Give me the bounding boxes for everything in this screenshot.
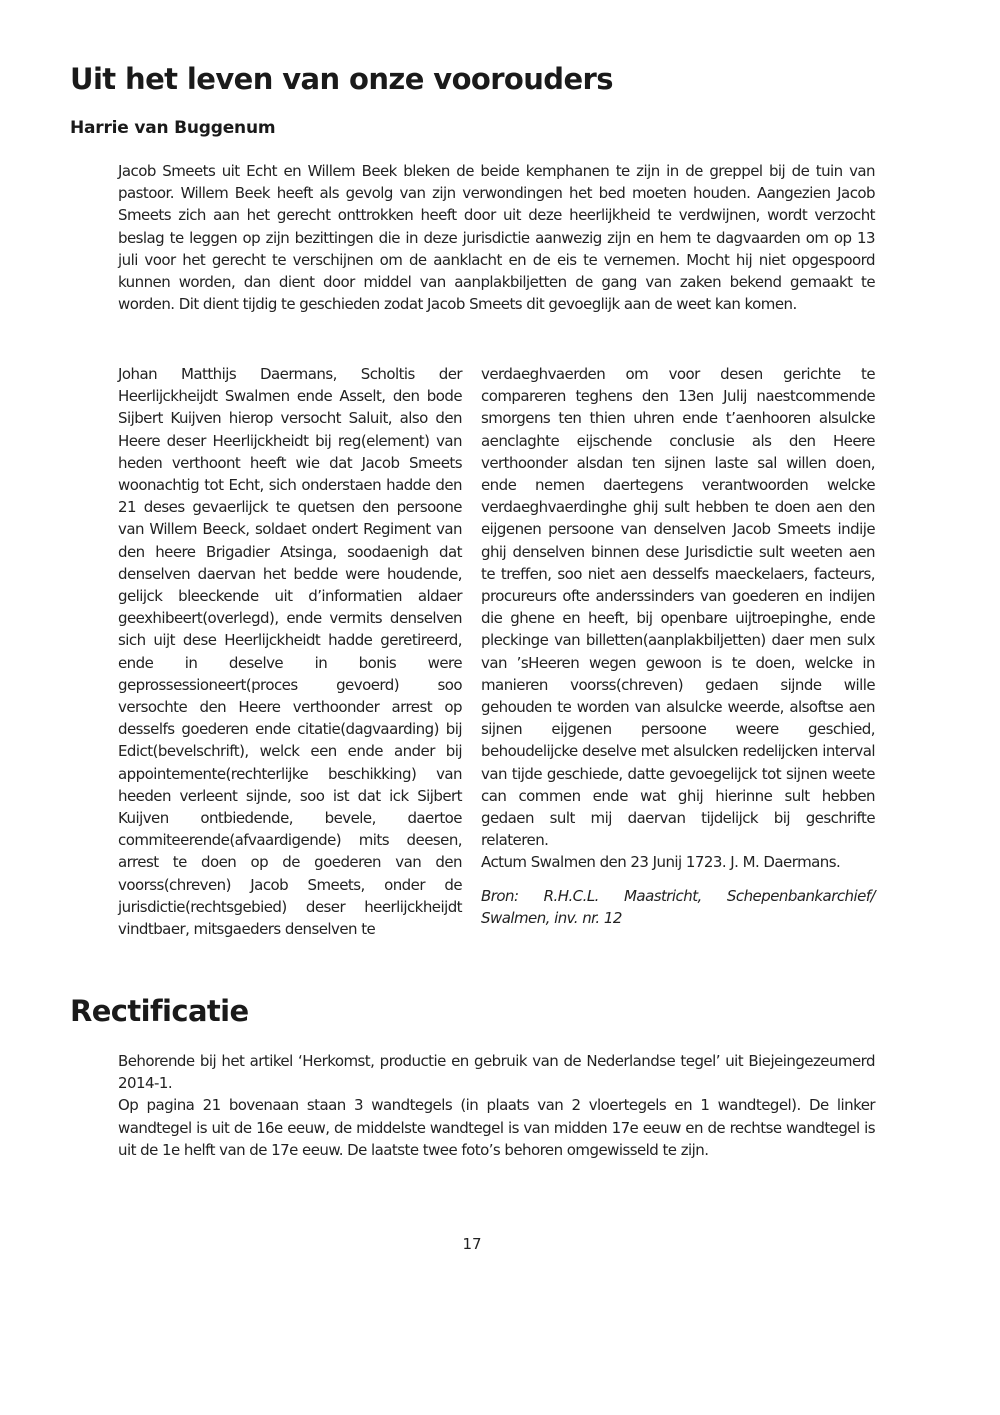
archive-text-right: verdaeghvaerden om voor desen gerichte te compareren teghens den 13en Julij naestcommende smorgens ten thien uhren ende t’aenhooren alsulcke aenclaghte eijschende conclusie als den Heere verthoonder alsdan ten sijnen laste sal willen doen, ende nemen daertegens verantwoorden welcke verdaeghvaerdinghe ghij sult hebben te doen aen den eijgenen persoone van denselven Jacob Smeets indije ghij denselven binnen dese Jurisdictie sult weeten aen te treffen, soo niet aen desselfs maeckelaers, facteurs, procureurs ofte anderssinders van goederen en indijen die ghene en heeft, bij openbare uijtroepinghe, ende pleckinge van billetten(aanplakbiljetten) daer men sulx van ’sHeeren wegen gewoon is te doen, welcke in manieren voorss(chreven) gedaen sijnde wille gehouden te worden van alsulcke weerde, alsoftse aen sijnen eijgenen persoone weere geschied, behoudelijcke deselve met alsulcken redelijcken interval van tijde geschiede, datte gevoegelijck tot sijnen weete can commen ende wat ghij hierinne sult hebben gedaen sult mij daervan tijdelijck bij geschrifte relateren. bbox=[481, 365, 875, 850]
source-citation: Bron: R.H.C.L. Maastricht, Schepenbankarchief/ Swalmen, inv. nr. 12 bbox=[481, 886, 875, 927]
rectificatie-paragraph-2: Op pagina 21 bovenaan staan 3 wandtegels (in plaats van 2 vloertegels en 1 wandtegel). De linker wandtegel is uit de 16e eeuw, de middelste wandtegel is van midden 17e eeuw en de rechtse wandtegel is uit de 1e helft van de 17e eeuw. De laatste twee foto’s behoren omgewisseld te zijn. bbox=[118, 1096, 875, 1159]
intro-paragraph: Jacob Smeets uit Echt en Willem Beek bleken de beide kemphanen te zijn in de greppel bij de tuin van pastoor. Willem Beek heeft als gevolg van zijn verwondingen het bed moeten houden. Aangezien Jacob Smeets zich aan het gerecht onttrokken heeft door uit deze heerlijkheid te verdwijnen, wordt verzocht beslag te leggen op zijn bezittingen die in deze jurisdictie aanwezig zijn en hem te dagvaarden om op 13 juli voor het gerecht te verschijnen om de aanklacht en de eis te vernemen. Mocht hij niet opgespoord kunnen worden, dan dient door middel van aanplakbiljetten de gang van zaken bekend gemaakt te worden. Dit dient tijdig te geschieden zodat Jacob Smeets dit gevoeglijk aan de weet kan komen. bbox=[118, 162, 875, 314]
article-title: Uit het leven van onze voorouders bbox=[70, 62, 613, 96]
archive-text-left: Johan Matthijs Daermans, Scholtis der Heerlijckheijdt Swalmen ende Asselt, den bode Sijbert Kuijven hierop versocht Saluit, also den Heere deser Heerlijckheidt bij reg(element) van heden verthoont heeft wie dat Jacob Smeets woonachtig tot Echt, sich onderstaen hadde den 21 deses gevaerlijck te quetsen den persoone van Willem Beeck, soldaet ondert Regiment van den heere Brigadier Atsinga, soodaenigh dat denselven daervan het bedde were houdende, gelijck bleeckende uit d’informatien aldaer geexhibeert(overlegd), ende vermits denselven sich uijt dese Heerlijckheidt hadde geretireerd, ende in deselve in bonis were geprossessioneert(proces gevoerd) soo versochte den Heere verthoonder arrest op desselfs goederen ende citatie(dagvaarding) bij Edict(bevelschrift), welck een ende ander bij appointemente(rechterlijke beschikking) van heeden verleent sijnde, soo ist dat ick Sijbert Kuijven ontbiedende, bevele, daertoe commiteerende(afvaardigende) mits deesen, arrest te doen op de goederen van den voorss(chreven) Jacob Smeets, onder de jurisdictie(rechtsgebied) deser heerlijckheijdt vindtbaer, mitsgaeders denselven te bbox=[118, 365, 462, 939]
signature-line: Actum Swalmen den 23 Junij 1723. J. M. Daermans. bbox=[481, 853, 841, 872]
rectificatie-title: Rectificatie bbox=[70, 994, 249, 1028]
page-number: 17 bbox=[462, 1235, 482, 1253]
right-column bbox=[481, 363, 875, 929]
rectificatie-body bbox=[118, 1050, 875, 1161]
rectificatie-paragraph-1: Behorende bij het artikel ‘Herkomst, productie en gebruik van de Nederlandse tegel’ uit Biejeingezeumerd 2014-1. bbox=[118, 1052, 875, 1093]
left-column bbox=[118, 363, 462, 940]
author-name: Harrie van Buggenum bbox=[70, 118, 276, 138]
